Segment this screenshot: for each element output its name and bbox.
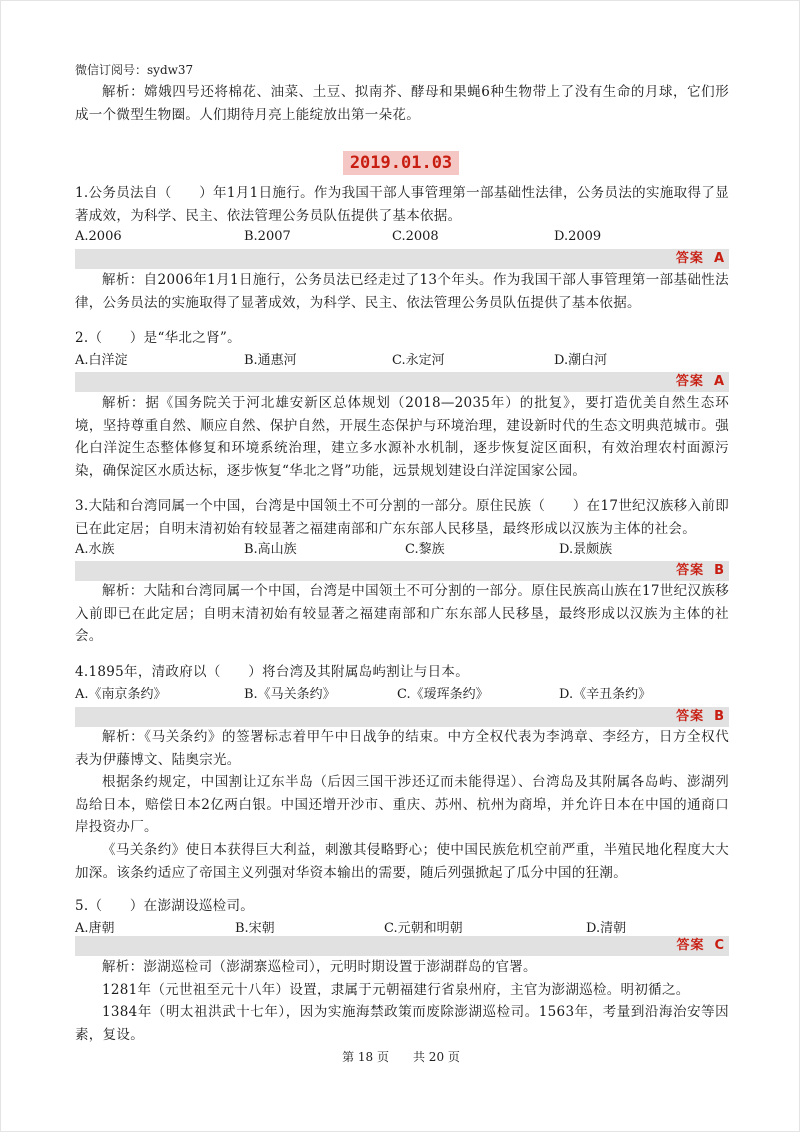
question-3-analysis: 解析：大陆和台湾同属一个中国，台湾是中国领土不可分割的一部分。原住民族高山族在17世纪汉族移入前即已在此定居；自明末清初始有较显著之福建南部和广东东部人民移垦，最终形成以汉族为主体的社会。 (75, 583, 729, 644)
option-a: A.白洋淀 (75, 353, 128, 368)
question-2-stem: 2.（ ）是“华北之肾”。 (75, 330, 241, 346)
answer-label: 答案 A (675, 251, 725, 266)
answer-label: 答案 B (676, 563, 725, 578)
question-1-analysis: 解析：自2006年1月1日施行，公务员法已经走过了13个年头。作为我国干部人事管理第一部基础性法律，公务员法的实施取得了显著成效，为科学、民主、依法管理公务员队伍提供了基本依据。 (75, 272, 729, 311)
option-a: A.《南京条约》 (75, 687, 167, 702)
answer-label: 答案 A (675, 374, 725, 389)
option-b: B.2007 (244, 229, 291, 244)
option-a: A.2006 (75, 229, 122, 244)
question-2-options (75, 350, 729, 372)
question-2-analysis: 解析：据《国务院关于河北雄安新区总体规划（2018—2035年）的批复》，要打造优美自然生态环境，坚持尊重自然、顺应自然、保护自然，开展生态保护与环境治理，建设新时代的生态文明典范城市。强化白洋淀生态整体修复和环境系统治理，建立多水源补水机制，逐步恢复淀区面积，有效治理农村面源污染，确保淀区水质达标，逐步恢复“华北之肾”功能，远景规划建设白洋淀国家公园。 (75, 395, 729, 479)
answer-letter: A (713, 251, 725, 266)
question-5-analysis-1: 解析：澎湖巡检司（澎湖寨巡检司），元明时期设置于澎湖群岛的官署。 (102, 959, 537, 975)
question-4-analysis-1: 解析：《马关条约》的签署标志着甲午中日战争的结束。中方全权代表为李鸿章、李经方，日方全权代表为伊藤博文、陆奥宗光。 (75, 729, 729, 768)
answer-letter: B (714, 563, 725, 578)
answer-letter: A (713, 374, 725, 389)
option-b: B.宋朝 (235, 921, 275, 936)
option-b: B.高山族 (244, 542, 297, 557)
option-c: C.黎族 (405, 542, 445, 557)
answer-bar (75, 936, 729, 956)
option-c: C.元朝和明朝 (384, 921, 463, 936)
option-d: D.景颇族 (559, 542, 613, 557)
page-footer: 第 18 页 共 20 页 (342, 1050, 460, 1064)
option-c: C.2008 (392, 229, 439, 244)
question-4-analysis-2: 根据条约规定，中国割让辽东半岛（后因三国干涉还辽而未能得逞）、台湾岛及其附属各岛屿、澎湖列岛给日本，赔偿日本2亿两白银。中国还增开沙市、重庆、苏州、杭州为商埠，并允许日本在中国的通商口岸投资办厂。 (75, 774, 729, 835)
answer-bar (75, 372, 729, 392)
question-5-stem: 5.（ ）在澎湖设巡检司。 (75, 898, 255, 914)
answer-bar (75, 561, 729, 581)
date-heading (1, 151, 800, 175)
question-4-stem: 4.1895年，清政府以（ ）将台湾及其附属岛屿割让与日本。 (75, 664, 470, 680)
option-d: D.潮白河 (554, 353, 608, 368)
answer-label: 答案 B (676, 709, 725, 724)
answer-label: 答案 C (676, 938, 725, 953)
option-a: A.水族 (75, 542, 115, 557)
question-3-stem: 3.大陆和台湾同属一个中国，台湾是中国领土不可分割的一部分。原住民族（ ）在17世纪汉族移入前即已在此定居；自明末清初始有较显著之福建南部和广东东部人民移垦，最终形成以汉族为主体的社会。 (75, 498, 729, 537)
option-d: D.2009 (554, 229, 602, 244)
answer-bar (75, 707, 729, 727)
option-a: A.唐朝 (75, 921, 115, 936)
question-1-stem: 1.公务员法自（ ）年1月1日施行。作为我国干部人事管理第一部基础性法律，公务员法的实施取得了显著成效，为科学、民主、依法管理公务员队伍提供了基本依据。 (75, 185, 729, 224)
question-5-analysis-3: 1384年（明太祖洪武十七年），因为实施海禁政策而废除澎湖巡检司。1563年，考量到沿海治安等因素，复设。 (75, 1004, 729, 1043)
wechat-account-header: 微信订阅号：sydw37 (75, 63, 194, 77)
date-heading-text: 2019.01.03 (343, 151, 459, 175)
answer-letter: C (714, 938, 725, 953)
question-1-options (75, 226, 729, 248)
option-b: B.《马关条约》 (244, 687, 336, 702)
question-3-options (75, 539, 729, 561)
question-4-options (75, 684, 729, 706)
question-4-analysis-3: 《马关条约》使日本获得巨大利益，刺激其侵略野心；使中国民族危机空前严重，半殖民地化程度大大加深。该条约适应了帝国主义列强对华资本输出的需要，随后列强掀起了瓜分中国的狂潮。 (75, 842, 729, 881)
answer-letter: B (714, 709, 725, 724)
option-d: D.清朝 (586, 921, 627, 936)
option-c: C.永定河 (392, 353, 445, 368)
question-5-analysis-2: 1281年（元世祖至元十八年）设置，隶属于元朝福建行省泉州府，主官为澎湖巡检。明初循之。 (102, 982, 690, 998)
option-b: B.通惠河 (244, 353, 297, 368)
answer-bar (75, 249, 729, 269)
intro-analysis: 解析：嫦娥四号还将棉花、油菜、土豆、拟南芥、酵母和果蝇6种生物带上了没有生命的月球，它们形成一个微型生物圈。人们期待月亮上能绽放出第一朵花。 (75, 84, 729, 123)
option-c: C.《瑷珲条约》 (397, 687, 489, 702)
option-d: D.《辛丑条约》 (559, 687, 652, 702)
